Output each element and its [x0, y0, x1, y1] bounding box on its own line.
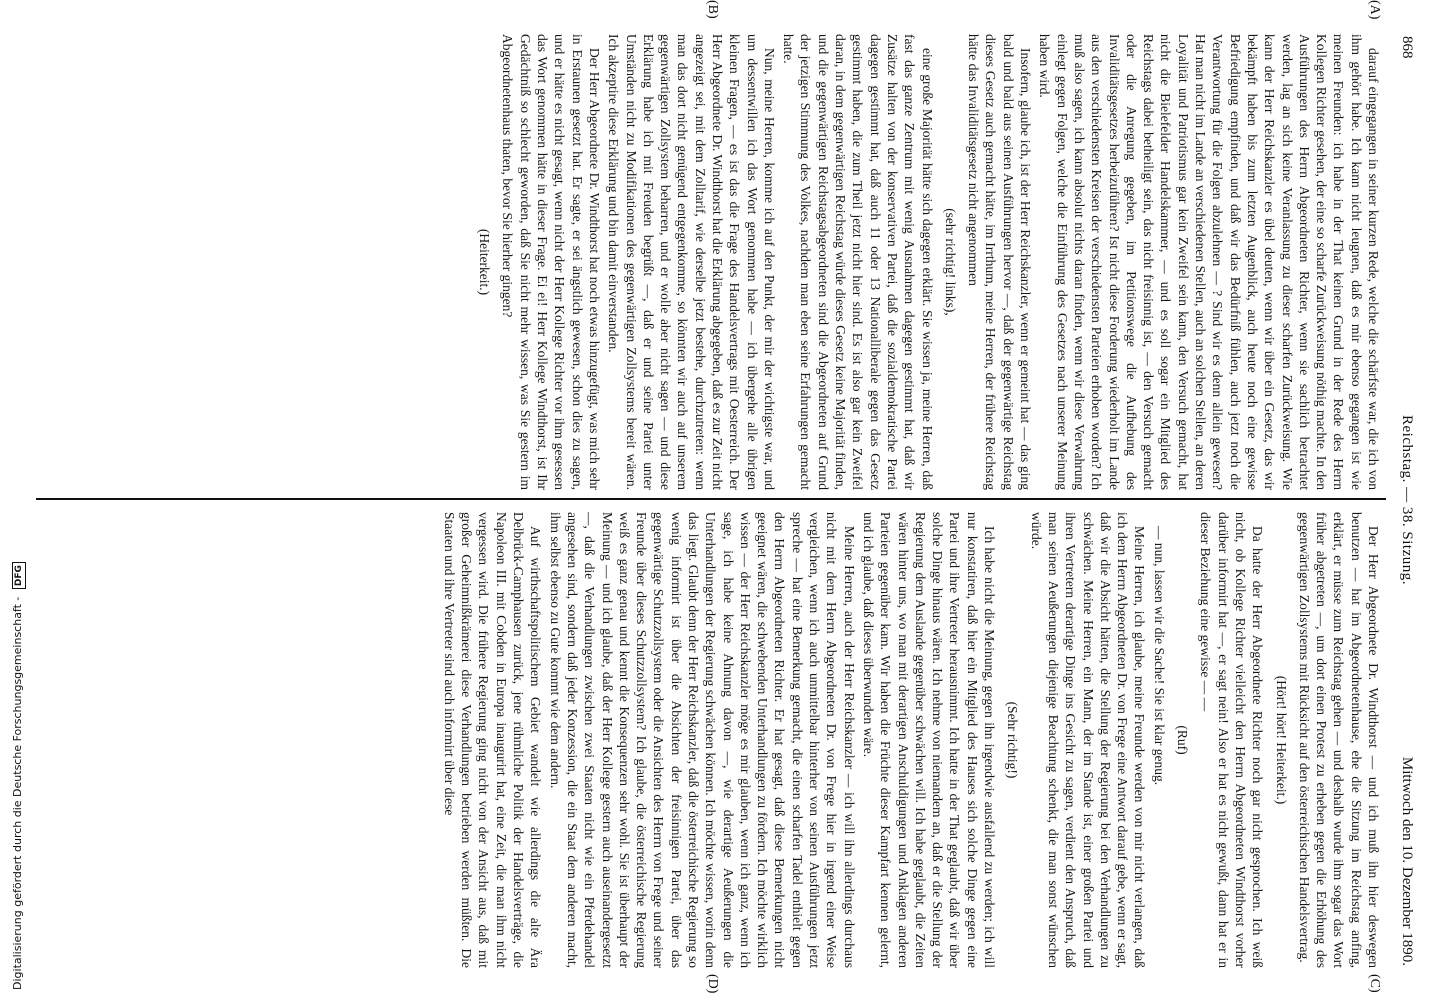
- margin-mark-d: (D): [705, 974, 720, 994]
- session-date: Mittwoch den 10. Dezember 1890.: [1399, 756, 1415, 966]
- paragraph: Meine Herren, ich glaube, meine Freunde werden von mir nicht verlangen, daß ich dem Herrn Abgeordneten Dr. von Frege eine Antwort darauf gebe, wenn er sagt, daß wir die Absicht hätten, die Stellung der Regierung bei den Verhandlungen zu schwächen. Meine Herren, ein Mann, der im Stande ist, einer großen Partei und ihren Vertretern derartige Dinge ins Gesicht zu sagen, verdient den Anspruch, daß man seinen Aeußerungen diejenige Beachtung schenkt, die man sonst wünschen würde.: [1028, 512, 1148, 968]
- running-head: [1394, 30, 1420, 970]
- digitization-credit: [12, 562, 26, 990]
- credit-text: Digitalisierung gefördert durch die Deutsche Forschungsgemeinschaft -: [11, 596, 24, 990]
- page-title: Reichstag. — 38. Sitzung.: [1399, 415, 1415, 585]
- paragraph: Auf wirthschaftspolitischem Gebiet wandelt wie allerdings die alte Ära Delbrück-Camphausen zurück, jene rühmliche Politik der Handelsverträge, die Napoleon III. mit Cobden in Europa inaugurirt hat, eine Zeit, die man ihm nicht vergessen wird. Die frühere Regierung ging nicht von der Ansicht aus, daß mit großer Geheimnißkrämerei diese Verhandlungen betrieben werden müßten. Die Staaten und ihre Vertreter sind auch informirt über diese: [441, 512, 544, 968]
- margin-mark-b: (B): [705, 0, 720, 19]
- interjection: (Sehr richtig!): [1005, 701, 1021, 779]
- column-divider: [36, 498, 1386, 500]
- paragraph: Nun, meine Herren, komme ich auf den Punkt, der mir der wichtigste war, und um dessentwillen ich das Wort genommen habe — ich übergehe alle übrigen kleinen Fragen, — es ist das die Frage des Handelsvertrags mit Oesterreich. Der Herr Abgeordnete Dr. Windthorst hat die Erklärung abgegeben, daß es zur Zeit nicht angezeigt sei, mit dem Zolltarif, wie derselbe jetzt bestehe, durchzutreten: wenn man das dort nicht genügend entgegenkomme, so könnten wir auch auf unserem gegenwärtigen Zollsystem beharren, und er wolle aber nicht sagen — und diese Erklärung habe ich mit Freuden begrüßt —, daß er und seine Partei unter Umständen nicht zu Modifikationen des gegenwärtigen Zollsystems bereit wären. Ich akzeptire diese Erklärung und bin damit einverstanden.: [606, 34, 777, 490]
- interjection: (Ruf): [1175, 725, 1191, 755]
- credit-strip: [0, 0, 24, 1000]
- margin-mark-c: (C): [1367, 974, 1382, 993]
- paragraph: Da hatte der Herr Abgeordnete Richter noch gar nicht gesprochen. Ich weiß nicht, ob Kollege Richter vielleicht den Herrn Abgeordneten Windthorst vorher darüber informirt hat —, er sagt nein! Also er hat es nicht gewußt, dann hat er in dieser Beziehung eine gewisse — —: [1198, 512, 1266, 968]
- paragraph: Der Herr Abgeordnete Dr. Windthorst hat noch etwas hinzugefügt, was mich sehr in Erstaunen gesetzt hat. Er sagte, er sei ängstlich gewesen, schon dies zu sagen, und er hätte es nicht gesagt, wenn nicht der Herr Kollege Richter vor ihm gesessen das Wort genommen hätte in dieser Frage. Ei ei! Herr Kollege Windthorst, ist Ihr Gedächtniß so schlecht geworden, daß Sie nicht mehr wissen, was Sie gestern im Abgeordnetenhaus thaten, bevor Sie hierher gingen?: [500, 34, 602, 490]
- paragraph: Meine Herren, auch der Herr Reichskanzler — ich will ihn allerdings durchaus nicht mit dem Herrn Abgeordneten Dr. von Frege hier in irgend einer Weise vergleichen, wenn ich auch unmittelbar hinterher von seinen Ausführungen jetzt spreche — hat eine Bemerkung gemacht, die einen scharfen Tadel enthielt gegen den Herrn Abgeordneten Richter. Er hat gesagt, daß diese Bemerkungen nicht geeignet wären, die schwebenden Unterhandlungen zu fördern. Ich möchte wirklich wissen — der Herr Reichskanzler möge es mir glauben, wenn ich ganz, wenn ich sage, ich habe keine Ahnung davon —, wie derartige Aeußerungen die Unterhandlungen der Regierung schwächen können. Ich möchte wissen, worin denn das liegt. Glaubt denn der Herr Reichskanzler, daß die österreichische Regierung so wenig informirt ist über die Absichten der freisinnigen Partei, über das gegenwärtige Schutzzollsystem oder die Ansichten des Herrn von Frege und seiner Freunde über dieses Schutzzollsystem? Ich glaube, die österreichische Regierung weiß es ganz genau und kennt die Konsequenzen sehr wohl. Sie ist überhaupt der Meinung — und ich glaube, daß der Herr Kollege gestern auch auseinandergesetzt —, daß die Verhandlungen zwischen zwei Staaten nicht wie ein Pferdehandel angesehen sind, sondern daß jeder Konzession, die ein Staat dem anderen macht, ihm selbst ebenso zu Gute kommt wie dem andern.: [547, 512, 857, 968]
- paragraph: Insofern, glaube ich, ist der Herr Reichskanzler, wenn er gemeint hat — das ging bald und bald aus seinen Ausführungen hervor —, daß der gegenwärtige Reichstag dieses Gesetz auch gemacht hätte, im Irrthum, meine Herren, der frühere Reichstag hätte das Invaliditätsgesetz nicht angenommen: [966, 34, 1034, 490]
- paragraph: — nun, lassen wir die Sache! Sie ist klar genug.: [1151, 526, 1167, 786]
- paragraph: Ich habe nicht die Meinung, gegen ihn irgendwie ausfallend zu werden; ich will nur konstatiren, daß hier ein Mitglied des Hauses sich solche Dinge gegen eine Partei und ihre Vertreter herausnimmt. Ich hatte in der That geglaubt, daß wir über solche Dinge hinaus wären. Ich nehme von niemandem an, daß er die Stellung der Regierung dem Auslande gegenüber schwächen will. Ich habe geglaubt, die Zeiten wären hinter uns, wo man mit derartigen Anschuldigungen und Anklagen anderen Parteien gegenüber kam. Wir haben die Früchte dieser Kampfart kennen gelernt, und ich glaube, daß dieses überwunden wäre.: [860, 512, 998, 968]
- scanned-page: [30, 0, 1420, 994]
- dfg-logo: DFG: [12, 562, 26, 589]
- page-number: 868: [1399, 36, 1415, 59]
- margin-mark-a: (A): [1367, 0, 1382, 20]
- interjection: (Hört! hört! Heiterkeit.): [1273, 675, 1289, 805]
- paragraph: darauf eingegangen in seiner kurzen Rede, welche die schärfste war, die ich von ihm gehört habe. Ich kann nicht leugnen, daß es mir ebenso gegangen ist wie meinen Freunden: ich habe in der That keinen Grund in der Rede des Herrn Kollegen Richter gesehen, der eine so scharfe Zurückweisung nöthig machte. In den Ausführungen des Herrn Abgeordneten Richter, wenn sie sachlich betrachtet werden, lag an sich keine Veranlassung zu dieser scharfen Zurückweisung. Wie kann der Herr Reichskanzler es übel deuten, wenn wir über ein Gesetz, das wir bekämpft haben bis zum letzten Augenblick, auch heute noch eine gewisse Befriedigung empfinden, und daß wir das Bedürfniß fühlen, auch jetzt noch die Verantwortung für die Folgen abzulehnen — ? Sind wir es denn allein gewesen? Hat man nicht im Lande an verschiedenen Stellen, auch an solchen Stellen, an deren Loyalität und Patriotismus gar kein Zweifel sein kann, den Versuch gemacht, hat nicht die Bielefelder Handelskammer, — und es soll sogar ein Mitglied des Reichstags dabei betheiligt sein, das nicht freisinnig ist, — den Versuch gemacht oder die Anregung gegeben, im Petitionswege die Aufhebung des Invaliditätsgesetzes herbeizuführen? Ist nicht diese Forderung wiederholt im Lande aus den verschiedensten Kreisen der verschiedensten Parteien erhoben worden? Ich muß also sagen, ich kann absolut nichts daran finden, wenn wir diese Verwahrung einlegt gegen Folgen, welche die Einführung des Gesetzes nach unserer Meinung haben wird.: [1037, 34, 1381, 490]
- interjection: (sehr richtig! links),: [942, 208, 958, 316]
- left-column: [42, 34, 1382, 490]
- interjection: (Heiterkeit.): [477, 228, 493, 296]
- paragraph: eine große Majorität hätte sich dagegen erklärt. Sie wissen ja, meine Herren, daß fast das ganze Zentrum mit wenig Ausnahmen dagegen gestimmt hat, daß wir Zusätze halten von der konservativen Partei, daß die sozialdemokratische Partei dagegen gestimmt hat, daß auch 11 oder 13 Nationalliberale gegen das Gesetz gestimmt haben, die zum Theil jetzt nicht hier sind. Es ist also gar kein Zweifel daran, in dem gegenwärtigen Reichstag würde dieses Gesetz keine Majorität finden, und die gegenwärtigen Reichstagsabgeordneten sind die Abgeordneten auf Grund der jetzigen Stimmung des Volkes, nachdem man eben seine Erfahrungen gemacht hatte.: [781, 34, 935, 490]
- right-column: [42, 512, 1382, 968]
- paragraph: Der Herr Abgeordnete Dr. Windthorst — und ich muß ihn hier deswegen benutzen — hat im Abgeordnetenhause, ehe die Sitzung im Reichstag anfing, erklärt, er müsse zum Reichstag gehen — und deshalb wurde ihm sogar das Wort früher abgetreten —, um dort einen Protest zu erheben gegen die Erhöhung des gegenwärtigen Zollsystems mit Rücksicht auf den österreichischen Handelsvertrag.: [1296, 512, 1381, 968]
